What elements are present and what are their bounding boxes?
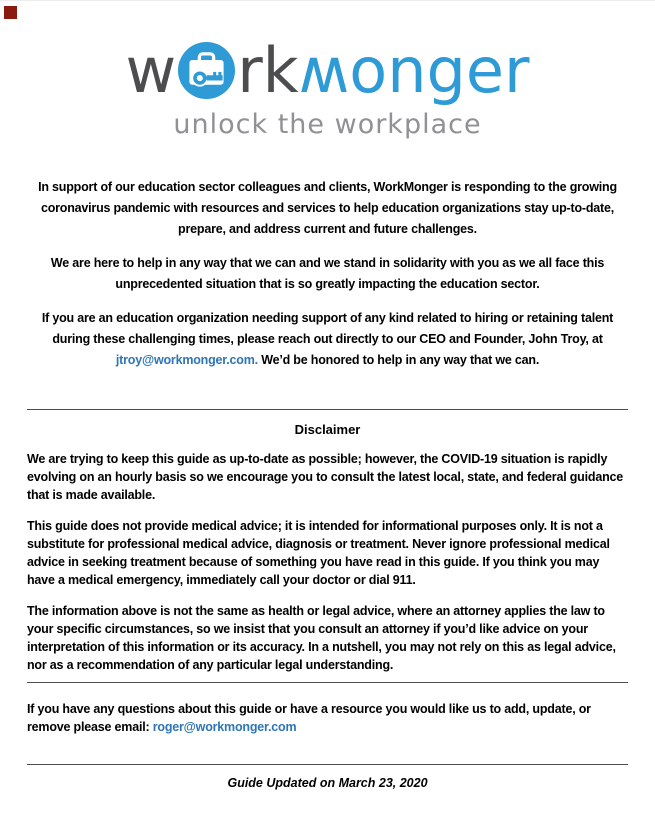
divider-bottom — [27, 764, 628, 765]
intro-paragraph-3 — [27, 308, 628, 371]
page-content — [27, 177, 628, 792]
page-corner-marker — [4, 6, 17, 19]
contact-paragraph — [27, 700, 628, 736]
divider-top — [27, 409, 628, 410]
disclaimer-paragraph-1: We are trying to keep this guide as up-to-date as possible; however, the COVID-19 situation is rapidly evolving on an hourly basis so we encourage you to consult the latest local, state, and federal guidance that is made available. — [27, 452, 624, 502]
jtroy-email-link[interactable]: jtroy@workmonger.com. — [115, 353, 258, 367]
brand-tagline: unlock the workplace — [173, 109, 482, 140]
roger-email-link[interactable]: roger@workmonger.com — [152, 720, 297, 734]
intro-section — [27, 177, 628, 371]
divider-middle — [27, 682, 628, 683]
intro-paragraph-1: In support of our education sector colleagues and clients, WorkMonger is responding to the growing coronavirus pandemic with resources and services to help education organizations stay up-to-date, prepare, and address current and future challenges. — [38, 180, 617, 236]
workmonger-logo — [0, 1, 655, 140]
briefcase-key-icon — [176, 34, 237, 107]
intro-paragraph-3-text-before: If you are an education organization needing support of any kind related to hiring or retaining talent during these challenging times, please reach out directly to our CEO and Founder, John Troy, at — [41, 311, 614, 346]
brand-text-w: w — [125, 34, 177, 107]
disclaimer-heading: Disclaimer — [294, 422, 361, 437]
disclaimer-section — [27, 450, 628, 674]
brand-text-monger: ʍonger — [298, 34, 530, 107]
disclaimer-paragraph-3: The information above is not the same as health or legal advice, where an attorney applies the law to your specific circumstances, so we insist that you consult an attorney if you’d like advice on your interpretation of this information or its accuracy. In a nutshell, you may not rely on this as legal advice, nor as a recommendation of any particular legal understanding. — [27, 604, 616, 672]
contact-text: If you have any questions about this guide or have a resource you would like us to add, update, or remove please email: — [27, 702, 591, 734]
intro-paragraph-3-text-after: We’d be honored to help in any way that we can. — [257, 353, 540, 367]
guide-updated-text: Guide Updated on March 23, 2020 — [227, 776, 428, 790]
disclaimer-paragraph-2: This guide does not provide medical advice; it is intended for informational purposes only. It is not a substitute for professional medical advice, diagnosis or treatment. Never ignore professional medical advice in seeking treatment because of something you have read in this guide. If you think you may have a medical emergency, immediately call your doctor or dial 911. — [27, 519, 610, 587]
brand-text-rk: rk — [237, 34, 299, 107]
brand-wordmark — [0, 35, 655, 107]
intro-paragraph-2: We are here to help in any way that we can and we stand in solidarity with you as we all face this unprecedented situation that is so greatly impacting the education sector. — [50, 256, 605, 291]
